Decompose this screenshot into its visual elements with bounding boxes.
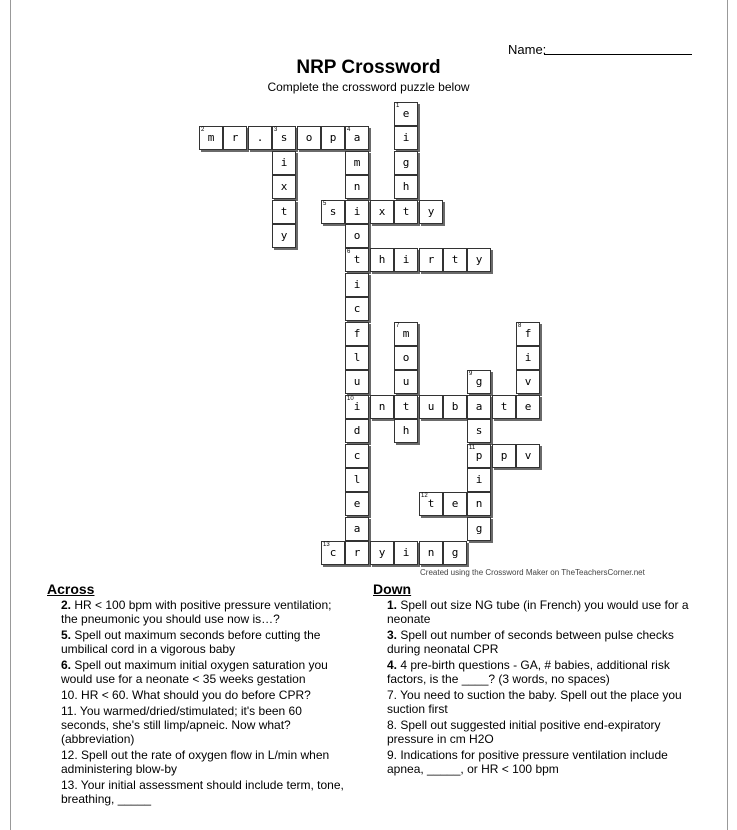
cell-letter: l — [353, 351, 361, 364]
crossword-cell[interactable] — [419, 395, 443, 419]
clue-item — [61, 598, 347, 626]
cell-letter: t — [402, 205, 410, 218]
cell-letter: c — [329, 546, 337, 559]
crossword-cell[interactable] — [394, 419, 418, 443]
clue-item — [387, 718, 693, 746]
cell-letter: b — [451, 400, 459, 413]
cell-letter: d — [353, 424, 361, 437]
crossword-cell[interactable] — [272, 151, 296, 175]
crossword-cell[interactable] — [272, 224, 296, 248]
cell-letter: p — [500, 449, 508, 462]
clue-number: 10. — [61, 688, 78, 702]
cell-letter: t — [500, 400, 508, 413]
cell-letter: t — [451, 253, 459, 266]
cell-letter: n — [475, 497, 483, 510]
cell-letter: n — [427, 546, 435, 559]
cell-letter: . — [256, 131, 264, 144]
crossword-cell[interactable] — [467, 517, 491, 541]
cell-number: 4 — [347, 127, 351, 133]
down-clue-list — [373, 598, 693, 776]
cell-letter: e — [353, 497, 361, 510]
clue-text: 4 pre-birth questions - GA, # babies, additional risk factors, is the ____? (3 words, no spaces) — [387, 658, 670, 686]
crossword-cell[interactable] — [492, 444, 516, 468]
crossword-cell[interactable] — [345, 492, 369, 516]
clue-number: 4. — [387, 658, 398, 672]
cell-letter: h — [402, 424, 410, 437]
cell-number: 10 — [347, 396, 354, 402]
cell-letter: m — [353, 156, 361, 169]
crossword-cell[interactable] — [321, 126, 345, 150]
credit-text: Created using the Crossword Maker on TheTeachersCorner.net — [420, 568, 645, 577]
crossword-cell[interactable] — [394, 248, 418, 272]
cell-letter: s — [475, 424, 483, 437]
cell-letter: t — [280, 205, 288, 218]
clue-item — [387, 598, 693, 626]
crossword-cell[interactable] — [467, 419, 491, 443]
cell-number: 8 — [518, 323, 522, 329]
cell-letter: m — [402, 327, 410, 340]
crossword-cell[interactable] — [394, 541, 418, 565]
clue-item — [61, 628, 347, 656]
down-clues — [373, 582, 693, 778]
cell-number: 9 — [469, 371, 473, 377]
clue-item — [387, 688, 693, 716]
crossword-cell[interactable] — [492, 395, 516, 419]
cell-letter: g — [475, 375, 483, 388]
down-heading: Down — [373, 581, 412, 597]
clue-number: 12. — [61, 748, 78, 762]
clue-text: Indications for positive pressure ventilation include apnea, _____, or HR < 100 bpm — [387, 748, 668, 776]
cell-letter: n — [353, 180, 361, 193]
crossword-cell[interactable] — [345, 541, 369, 565]
cell-letter: a — [475, 400, 483, 413]
crossword-cell[interactable] — [467, 248, 491, 272]
crossword-cell[interactable] — [370, 541, 394, 565]
cell-letter: i — [353, 278, 361, 291]
cell-letter: g — [475, 522, 483, 535]
crossword-cell[interactable] — [345, 444, 369, 468]
cell-letter: a — [353, 131, 361, 144]
clue-number: 5. — [61, 628, 72, 642]
across-clue-list — [47, 598, 347, 806]
crossword-cell[interactable] — [345, 273, 369, 297]
crossword-cell[interactable] — [345, 322, 369, 346]
cell-letter: e — [402, 107, 410, 120]
cell-letter: u — [427, 400, 435, 413]
cell-number: 5 — [323, 201, 327, 207]
cell-letter: v — [524, 449, 532, 462]
crossword-cell[interactable] — [394, 200, 418, 224]
crossword-cell[interactable] — [394, 370, 418, 394]
cell-letter: e — [524, 400, 532, 413]
cell-letter: v — [524, 375, 532, 388]
cell-letter: u — [353, 375, 361, 388]
cell-letter: r — [353, 546, 361, 559]
crossword-cell[interactable] — [394, 175, 418, 199]
cell-letter: n — [378, 400, 386, 413]
crossword-cell[interactable] — [272, 126, 296, 150]
cell-letter: t — [427, 497, 435, 510]
crossword-cell[interactable] — [516, 395, 540, 419]
cell-letter: g — [451, 546, 459, 559]
clue-item — [61, 748, 347, 776]
crossword-cell[interactable] — [248, 126, 272, 150]
clue-number: 11. — [61, 704, 77, 718]
cell-letter: o — [402, 351, 410, 364]
cell-letter: i — [402, 131, 410, 144]
crossword-cell[interactable] — [345, 175, 369, 199]
cell-letter: f — [353, 327, 361, 340]
clue-text: Spell out suggested initial positive end-expiratory pressure in cm H2O — [387, 718, 661, 746]
crossword-cell[interactable] — [443, 492, 467, 516]
cell-letter: i — [402, 546, 410, 559]
cell-letter: l — [353, 473, 361, 486]
clue-number: 9. — [387, 748, 398, 762]
crossword-cell[interactable] — [345, 346, 369, 370]
clue-item — [61, 704, 347, 746]
cell-letter: i — [353, 400, 361, 413]
crossword-cell[interactable] — [272, 175, 296, 199]
clue-item — [61, 658, 347, 686]
cell-letter: h — [402, 180, 410, 193]
across-clues — [47, 582, 347, 808]
cell-letter: g — [402, 156, 410, 169]
crossword-cell[interactable] — [516, 370, 540, 394]
crossword-cell[interactable] — [419, 541, 443, 565]
cell-letter: u — [402, 375, 410, 388]
cell-letter: y — [280, 229, 288, 242]
crossword-cell[interactable] — [321, 200, 345, 224]
cell-letter: p — [329, 131, 337, 144]
crossword-cell[interactable] — [321, 541, 345, 565]
cell-letter: t — [402, 400, 410, 413]
crossword-cell[interactable] — [370, 395, 394, 419]
crossword-cell[interactable] — [345, 395, 369, 419]
crossword-cell[interactable] — [345, 370, 369, 394]
crossword-cell[interactable] — [443, 395, 467, 419]
cell-number: 3 — [274, 127, 278, 133]
clue-item — [387, 748, 693, 776]
crossword-cell[interactable] — [345, 468, 369, 492]
name-label: Name: — [508, 42, 547, 57]
crossword-cell[interactable] — [345, 200, 369, 224]
crossword-cell[interactable] — [419, 492, 443, 516]
crossword-cell[interactable] — [345, 224, 369, 248]
crossword-cell[interactable] — [467, 370, 491, 394]
crossword-cell[interactable] — [394, 151, 418, 175]
cell-letter: x — [280, 180, 288, 193]
crossword-cell[interactable] — [443, 541, 467, 565]
clue-text: Spell out size NG tube (in French) you would use for a neonate — [387, 598, 689, 626]
crossword-cell[interactable] — [223, 126, 247, 150]
crossword-cell[interactable] — [272, 200, 296, 224]
crossword-cell[interactable] — [467, 395, 491, 419]
crossword-cell[interactable] — [345, 248, 369, 272]
crossword-cell[interactable] — [394, 322, 418, 346]
crossword-cell[interactable] — [467, 492, 491, 516]
crossword-cell[interactable] — [516, 346, 540, 370]
crossword-cell[interactable] — [199, 126, 223, 150]
cell-number: 13 — [323, 542, 330, 548]
cell-letter: r — [427, 253, 435, 266]
cell-letter: t — [353, 253, 361, 266]
crossword-cell[interactable] — [394, 126, 418, 150]
clue-text: HR < 60. What should you do before CPR? — [77, 688, 311, 702]
crossword-cell[interactable] — [345, 126, 369, 150]
crossword-cell[interactable] — [345, 297, 369, 321]
cell-letter: c — [353, 449, 361, 462]
cell-number: 1 — [396, 103, 400, 109]
cell-letter: s — [280, 131, 288, 144]
cell-letter: i — [280, 156, 288, 169]
cell-number: 2 — [201, 127, 205, 133]
cell-letter: i — [524, 351, 532, 364]
crossword-cell[interactable] — [370, 248, 394, 272]
cell-letter: o — [353, 229, 361, 242]
cell-number: 11 — [469, 445, 476, 451]
clue-text: Your initial assessment should include term, tone, breathing, _____ — [61, 778, 344, 806]
clue-text: Spell out maximum seconds before cutting the umbilical cord in a vigorous baby — [61, 628, 321, 656]
crossword-cell[interactable] — [394, 395, 418, 419]
clue-number: 1. — [387, 598, 398, 612]
clue-item — [387, 628, 693, 656]
clue-number: 13. — [61, 778, 78, 792]
crossword-cell[interactable] — [394, 346, 418, 370]
clue-text: Spell out maximum initial oxygen saturation you would use for a neonate < 35 weeks gestation — [61, 658, 328, 686]
cell-letter: e — [451, 497, 459, 510]
clue-number: 8. — [387, 718, 398, 732]
clue-number: 7. — [387, 688, 398, 702]
crossword-cell[interactable] — [467, 444, 491, 468]
crossword-cell[interactable] — [419, 200, 443, 224]
cell-letter: s — [329, 205, 337, 218]
cell-letter: a — [353, 522, 361, 535]
cell-letter: p — [475, 449, 483, 462]
clue-item — [387, 658, 693, 686]
clue-text: You warmed/dried/stimulated; it's been 60 seconds, she's still limp/apneic. Now what? (abbreviation) — [61, 704, 302, 746]
cell-letter: x — [378, 205, 386, 218]
crossword-cell[interactable] — [297, 126, 321, 150]
clue-number: 6. — [61, 658, 72, 672]
cell-letter: f — [524, 327, 532, 340]
across-heading: Across — [47, 581, 95, 597]
cell-letter: r — [231, 131, 239, 144]
crossword-cell[interactable] — [370, 200, 394, 224]
cell-letter: h — [378, 253, 386, 266]
clue-text: You need to suction the baby. Spell out the place you suction first — [387, 688, 682, 716]
cell-letter: y — [475, 253, 483, 266]
crossword-cell[interactable] — [516, 322, 540, 346]
crossword-cell[interactable] — [345, 419, 369, 443]
clue-text: Spell out number of seconds between pulse checks during neonatal CPR — [387, 628, 674, 656]
crossword-cell[interactable] — [516, 444, 540, 468]
page-subtitle: Complete the crossword puzzle below — [267, 80, 470, 94]
cell-letter: m — [207, 131, 215, 144]
cell-letter: y — [427, 205, 435, 218]
crossword-cell[interactable] — [419, 248, 443, 272]
cell-number: 6 — [347, 249, 351, 255]
clue-text: HR < 100 bpm with positive pressure ventilation; the pneumonic you should use now is…? — [61, 598, 332, 626]
clue-number: 2. — [61, 598, 72, 612]
clue-number: 3. — [387, 628, 398, 642]
cell-letter: o — [305, 131, 313, 144]
cell-letter: i — [475, 473, 483, 486]
cell-number: 7 — [396, 323, 400, 329]
crossword-cell[interactable] — [443, 248, 467, 272]
clue-item — [61, 688, 347, 702]
clue-item — [61, 778, 347, 806]
clue-text: Spell out the rate of oxygen flow in L/min when administering blow-by — [61, 748, 330, 776]
crossword-cell[interactable] — [394, 102, 418, 126]
cell-letter: y — [378, 546, 386, 559]
page-title: NRP Crossword — [296, 57, 441, 78]
crossword-cell[interactable] — [345, 517, 369, 541]
cell-letter: i — [402, 253, 410, 266]
crossword-cell[interactable] — [467, 468, 491, 492]
cell-letter: c — [353, 302, 361, 315]
cell-number: 12 — [421, 493, 428, 499]
crossword-cell[interactable] — [345, 151, 369, 175]
cell-letter: i — [353, 205, 361, 218]
